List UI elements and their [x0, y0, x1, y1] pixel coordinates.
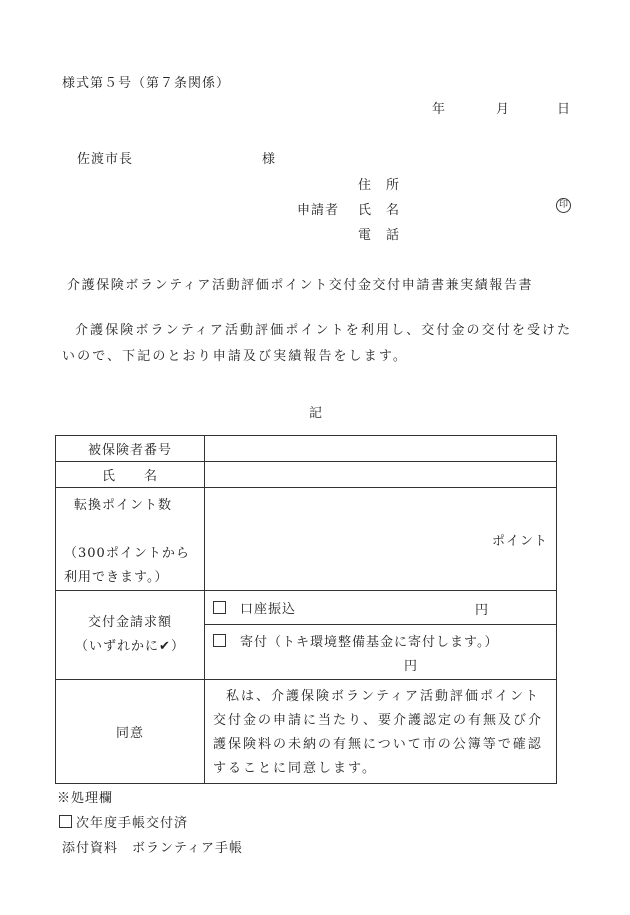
request-label-2: （いずれかに✔）	[75, 639, 185, 654]
phone-label: 電 話	[358, 228, 401, 243]
document-title: 介護保険ボランティア活動評価ポイント交付金交付申請書兼実績報告書	[67, 278, 534, 293]
date-month-label: 月	[496, 102, 511, 117]
points-note-2: 利用できます。）	[64, 570, 169, 585]
points-unit: ポイント	[491, 533, 548, 549]
transfer-option-label: 口座振込	[240, 602, 297, 617]
body-text: 介護保険ボランティア活動評価ポイントを利用し、交付金の交付を受けたいので、下記のとおり申請及び実績報告をします。	[62, 323, 573, 364]
name-field-label: 氏 名	[56, 462, 205, 488]
insured-number-label: 被保険者番号	[56, 436, 205, 462]
name-field[interactable]	[205, 462, 557, 488]
points-cell-label	[56, 488, 205, 591]
donation-checkbox[interactable]	[213, 634, 226, 647]
applicant-role-label: 申請者	[297, 203, 340, 218]
consent-label: 同意	[56, 680, 205, 784]
request-amount-label	[56, 591, 205, 680]
consent-text: 私は、介護保険ボランティア活動評価ポイント交付金の申請に当たり、要介護認定の有無及び介護保険料の未納の有無について市の公簿等で確認することに同意します。	[205, 680, 557, 784]
processing-label: ※処理欄	[57, 791, 114, 806]
points-field[interactable]	[205, 488, 557, 591]
transfer-option-row	[205, 591, 557, 625]
record-table	[55, 435, 557, 784]
attachment-label: 添付資料 ボランティア手帳	[62, 841, 243, 856]
donation-option-row	[205, 625, 557, 680]
request-label-1: 交付金請求額	[87, 615, 172, 630]
next-year-row	[59, 812, 188, 831]
donation-option-label: 寄付（トキ環境整備基金に寄付します。）	[240, 635, 499, 650]
next-year-checkbox[interactable]	[59, 815, 72, 828]
next-year-label: 次年度手帳交付済	[76, 816, 189, 831]
donation-yen: 円	[404, 659, 419, 674]
transfer-checkbox[interactable]	[213, 601, 226, 614]
date-year-label: 年	[432, 102, 447, 117]
date-day-label: 日	[557, 102, 572, 117]
points-note-1: （300ポイントから	[64, 546, 190, 561]
addressee-honorific: 様	[262, 152, 277, 167]
name-label: 氏 名	[358, 203, 401, 218]
ki-heading: 記	[309, 406, 324, 421]
seal-mark: 印	[556, 198, 571, 213]
transfer-yen: 円	[475, 603, 490, 618]
form-number: 様式第５号（第７条関係）	[62, 76, 231, 91]
address-label: 住 所	[358, 178, 401, 193]
points-label: 転換ポイント数	[74, 498, 173, 513]
addressee-name: 佐渡市長	[77, 152, 134, 167]
insured-number-field[interactable]	[205, 436, 557, 462]
